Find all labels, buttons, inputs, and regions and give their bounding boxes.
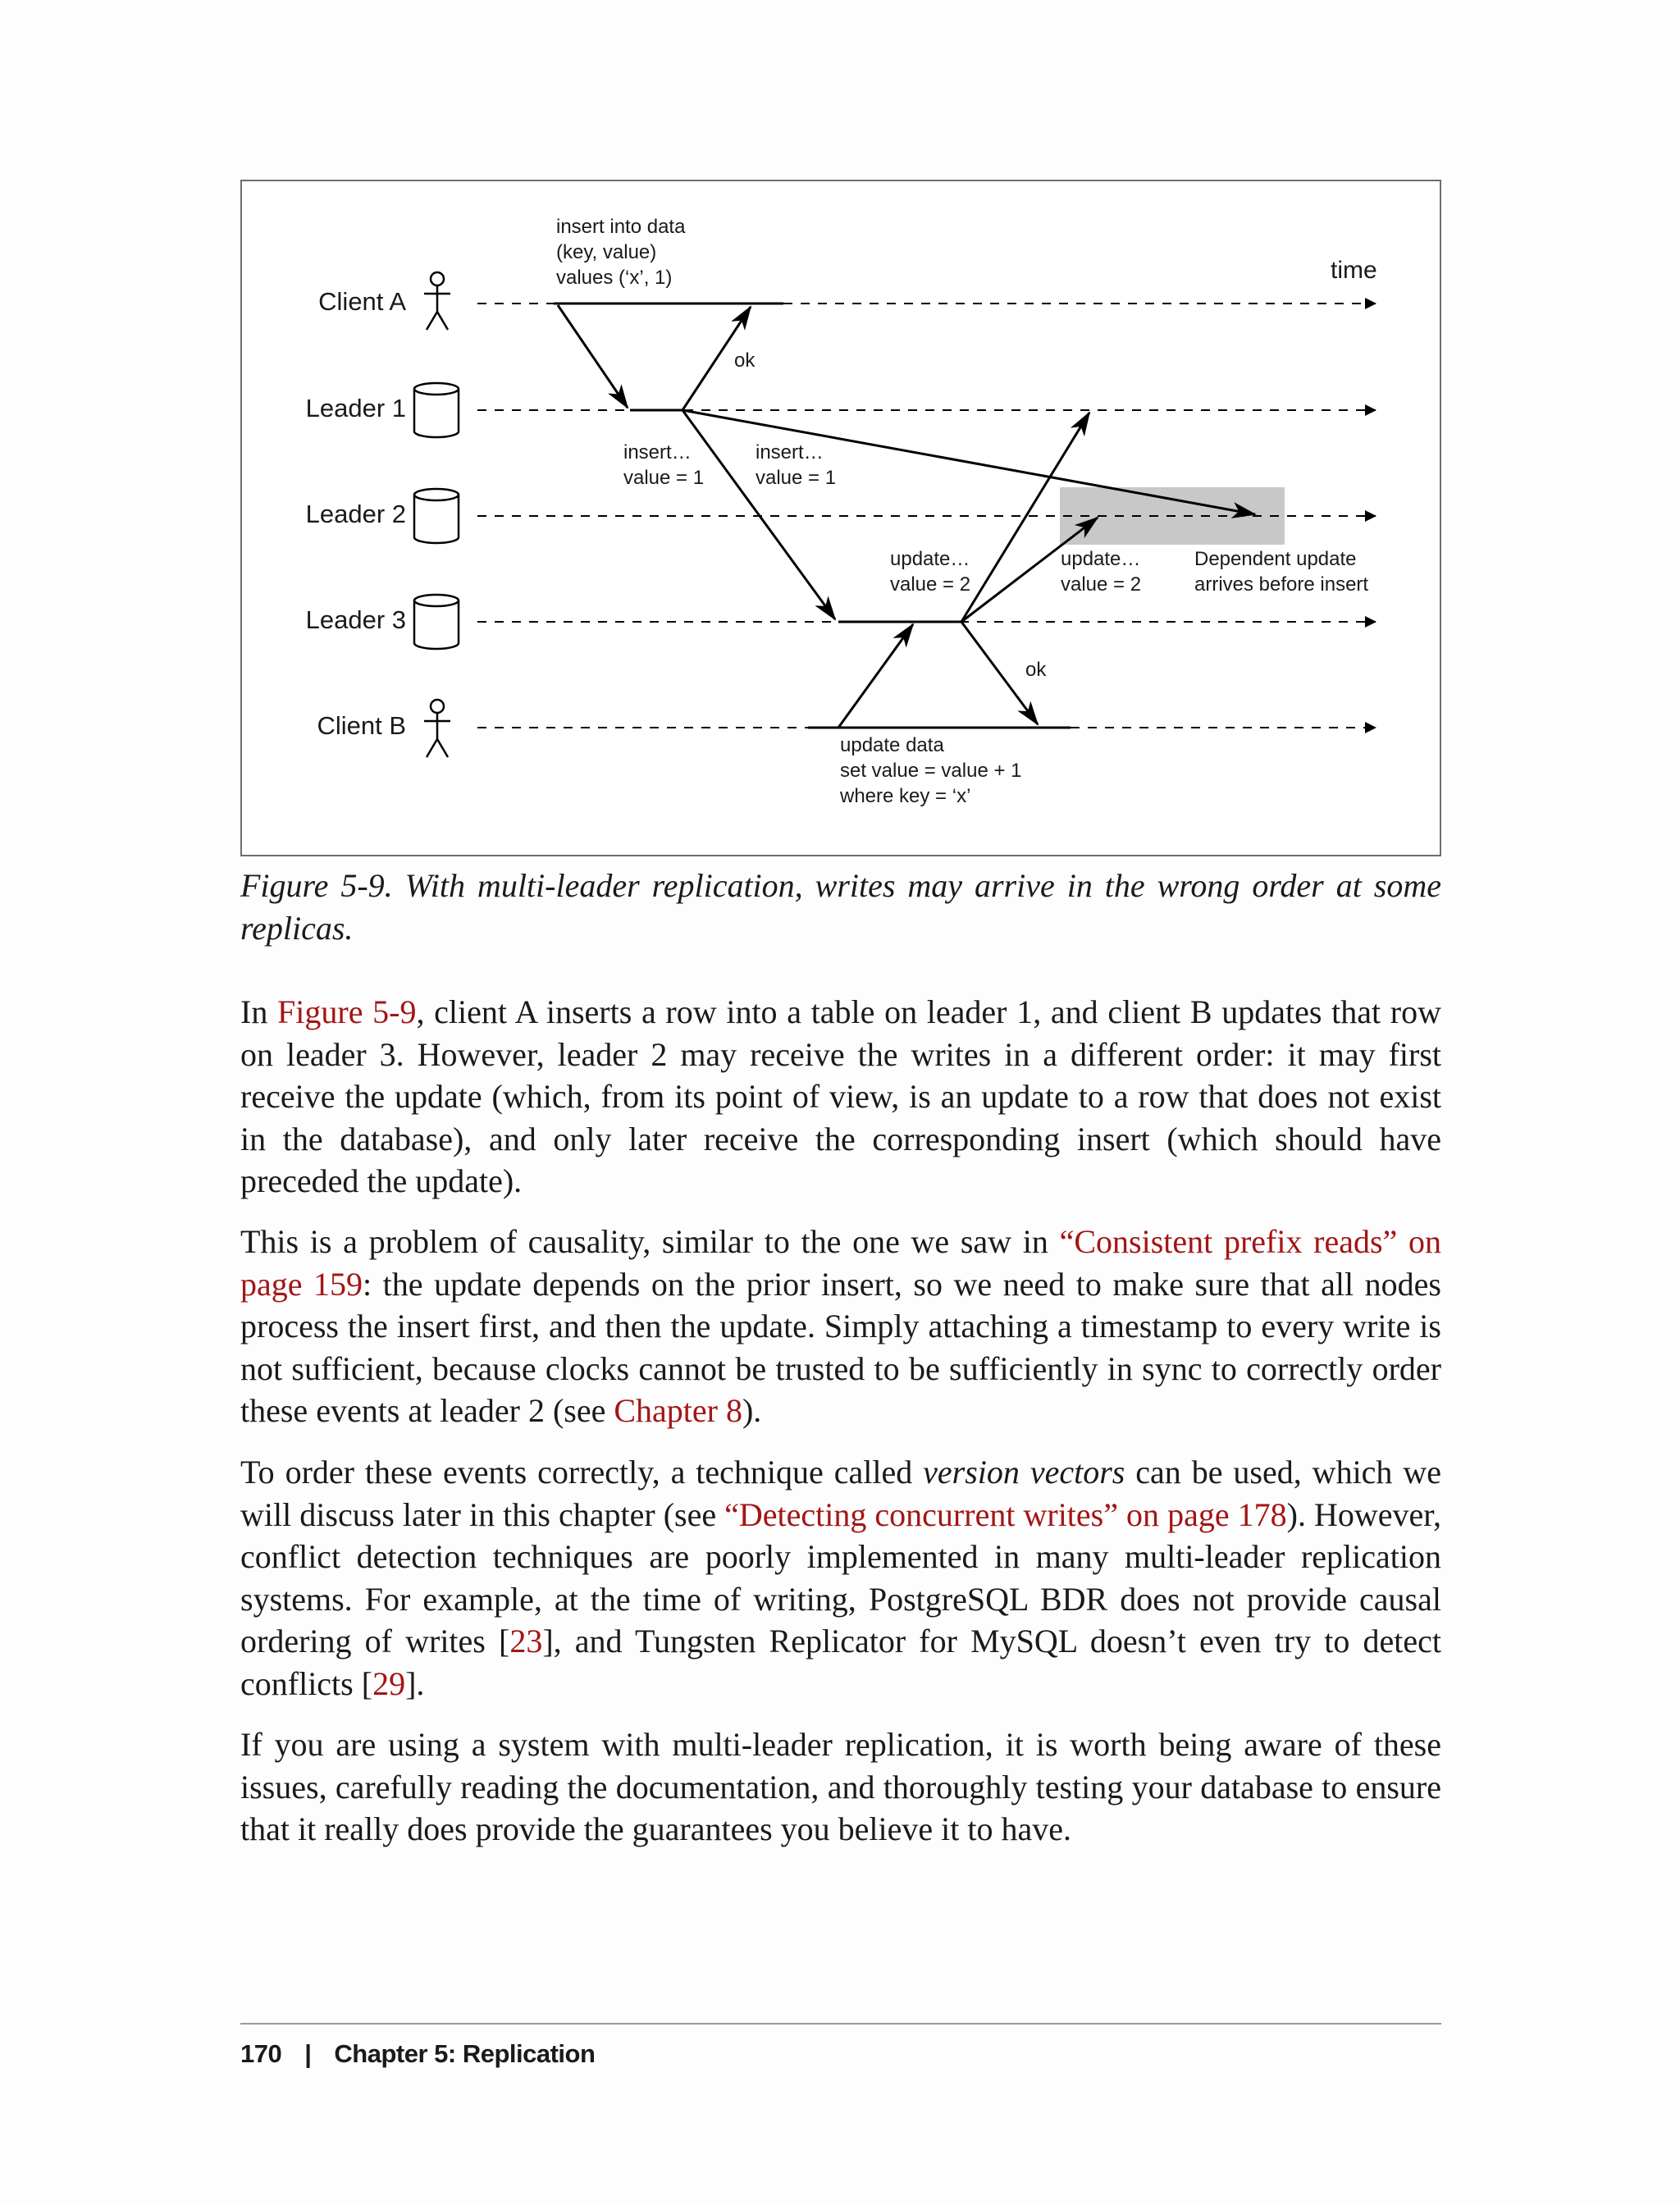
leader-3-database-icon bbox=[414, 595, 459, 649]
page-number: 170 bbox=[240, 2039, 282, 2068]
row-icons bbox=[414, 272, 459, 757]
chapter-title: Chapter 5: Replication bbox=[334, 2039, 596, 2068]
reference-23-link[interactable]: 23 bbox=[509, 1623, 543, 1659]
footer-rule bbox=[240, 2023, 1441, 2025]
dependent-update-note: Dependent update arrives before insert bbox=[1194, 548, 1369, 596]
paragraph-4: If you are using a system with multi-leader replication, it is worth being aware of these issues, carefully reading the documentation, and thoroughly testing your database to ensure that it really does provide the guarantees you believe it to have. bbox=[240, 1726, 1441, 1847]
paragraph-3: To order these events correctly, a technique called version vectors can be used, which we will discuss later in this chapter (see “Detecting concurrent writes” on page 178). However, conflict detection techniques are poorly implemented in many multi-leader replication systems. For example, at the time of writing, PostgreSQL BDR does not provide causal ordering of writes [23], and Tungsten Replicator for MySQL doesn’t even try to detect conflicts [29]. bbox=[240, 1454, 1442, 1702]
update-label-to-leader-2: update… value = 2 bbox=[1061, 548, 1142, 596]
row-label-leader-3: Leader 3 bbox=[305, 605, 406, 634]
update-query-label: update data set value = value + 1 where key = ‘x’ bbox=[840, 734, 1022, 807]
timelines bbox=[477, 304, 1376, 728]
chapter-8-link[interactable]: Chapter 8 bbox=[614, 1392, 742, 1429]
row-label-leader-1: Leader 1 bbox=[305, 394, 406, 422]
arrow-insert-to-leader-1 bbox=[558, 305, 628, 408]
figure-5-9-link[interactable]: Figure 5-9 bbox=[277, 993, 417, 1030]
detecting-concurrent-writes-link[interactable]: “Detecting concurrent writes” on page 178 bbox=[724, 1495, 1287, 1533]
paragraph-1: In Figure 5-9, client A inserts a row into a table on leader 1, and client B updates that row on leader 3. However, leader 2 may receive the writes in a different order: it may first receive the update (which, from its point of view, is an update to a row that does not exist in the database), and only later receive the corresponding insert (which should have preceded the update). bbox=[240, 993, 1441, 1199]
time-axis-label: time bbox=[1331, 257, 1377, 284]
reference-29-link[interactable]: 29 bbox=[372, 1664, 406, 1702]
footer-separator: | bbox=[304, 2039, 312, 2068]
consistent-prefix-reads-link[interactable]: “Consistent prefix reads” on page 159 bbox=[240, 1223, 1441, 1303]
insert-label-to-leader-3: insert… value = 1 bbox=[756, 441, 837, 489]
figure-5-9 bbox=[240, 180, 1441, 856]
update-label-to-leader-1: update… value = 2 bbox=[890, 548, 971, 596]
version-vectors-term: version vectors bbox=[923, 1454, 1125, 1491]
ok-label-client-b: ok bbox=[1025, 659, 1047, 681]
row-label-client-b: Client B bbox=[317, 711, 406, 740]
page-footer bbox=[240, 2038, 595, 2070]
row-label-client-a: Client A bbox=[318, 287, 406, 316]
client-a-person-icon bbox=[424, 272, 450, 330]
ok-label-client-a: ok bbox=[734, 349, 756, 372]
leader-2-database-icon bbox=[414, 489, 459, 543]
insert-label-to-leader-2: insert… value = 1 bbox=[623, 441, 705, 489]
client-b-person-icon bbox=[424, 700, 450, 757]
figure-caption: Figure 5-9. With multi-leader replication, writes may arrive in the wrong order at some replicas. bbox=[240, 867, 1441, 947]
insert-query-label: insert into data (key, value) values (‘x’, 1) bbox=[556, 216, 686, 289]
arrow-update-to-leader-3 bbox=[838, 624, 913, 728]
row-label-leader-2: Leader 2 bbox=[305, 500, 406, 528]
paragraph-2: This is a problem of causality, similar to the one we saw in “Consistent prefix reads” on page 159: the update depends on the prior insert, so we need to make sure that all nodes process the insert first, and then the update. Simply attaching a timestamp to every write is not sufficient, because clocks cannot be trusted to be sufficiently in sync to correctly order these events at leader 2 (see Chapter 8). bbox=[240, 1223, 1441, 1429]
leader-1-database-icon bbox=[414, 383, 459, 437]
